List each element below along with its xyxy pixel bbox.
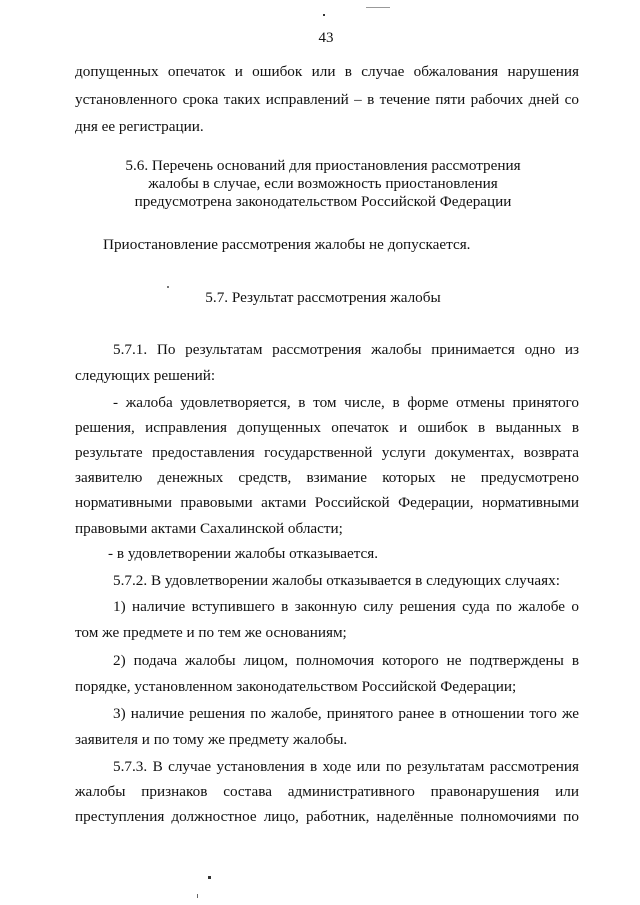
list-item-line: заявителю денежных средств, взимание которых не предусмотрено [75,469,579,486]
list-item-line: том же предмете и по тем же основаниям; [75,624,347,641]
section-heading-5-6: 5.6. Перечень оснований для приостановления рассмотрения [125,157,521,174]
paragraph-line: дня ее регистрации. [75,118,204,135]
list-item-line: 3) наличие решения по жалобе, принятого ранее в отношении того же [113,705,579,722]
paragraph-line: допущенных опечаток и ошибок или в случае обжалования нарушения [75,63,579,80]
page-number: 43 [318,30,334,46]
scan-speck [323,14,325,16]
list-item-line: порядке, установленном законодательством Российской Федерации; [75,678,517,695]
list-item-line: правовыми актами Сахалинской области; [75,520,343,537]
paragraph-line: следующих решений: [75,367,216,384]
list-item-line: 2) подача жалобы лицом, полномочия которого не подтверждены в [113,652,579,669]
paragraph-line: преступления должностное лицо, работник, наделённые полномочиями по [75,808,579,825]
section-heading-5-6: предусмотрена законодательством Российской Федерации [134,193,512,210]
paragraph-line: 5.7.1. По результатам рассмотрения жалобы принимается одно из [113,341,579,358]
list-item-line: заявителя и по тому же предмету жалобы. [75,731,348,748]
paragraph-line: 5.7.2. В удовлетворении жалобы отказывается в следующих случаях: [113,572,560,589]
paragraph-no-suspension: Приостановление рассмотрения жалобы не допускается. [103,236,471,253]
paragraph-line: установленного срока таких исправлений – в течение пяти рабочих дней со [75,91,579,108]
list-item-line: решения, исправления допущенных опечаток и ошибок в выданных в [75,419,579,436]
scan-speck [197,894,198,898]
scan-speck [208,876,211,879]
list-item-line: нормативными правовыми актами Российской Федерации, нормативными [75,494,579,511]
paragraph-line: жалобы признаков состава административного правонарушения или [75,783,579,800]
section-heading-5-7: 5.7. Результат рассмотрения жалобы [205,289,441,306]
list-item-line: 1) наличие вступившего в законную силу решения суда по жалобе о [113,598,579,615]
section-heading-5-6: жалобы в случае, если возможность приостановления [148,175,498,192]
list-item-line: результате предоставления государственной услуги документах, возврата [75,444,579,461]
paragraph-line: 5.7.3. В случае установления в ходе или по результатам рассмотрения [113,758,579,775]
scan-speck [167,286,169,288]
scan-speck [366,7,390,8]
list-item-line: - в удовлетворении жалобы отказывается. [108,545,379,562]
list-item-line: - жалоба удовлетворяется, в том числе, в форме отмены принятого [113,394,579,411]
